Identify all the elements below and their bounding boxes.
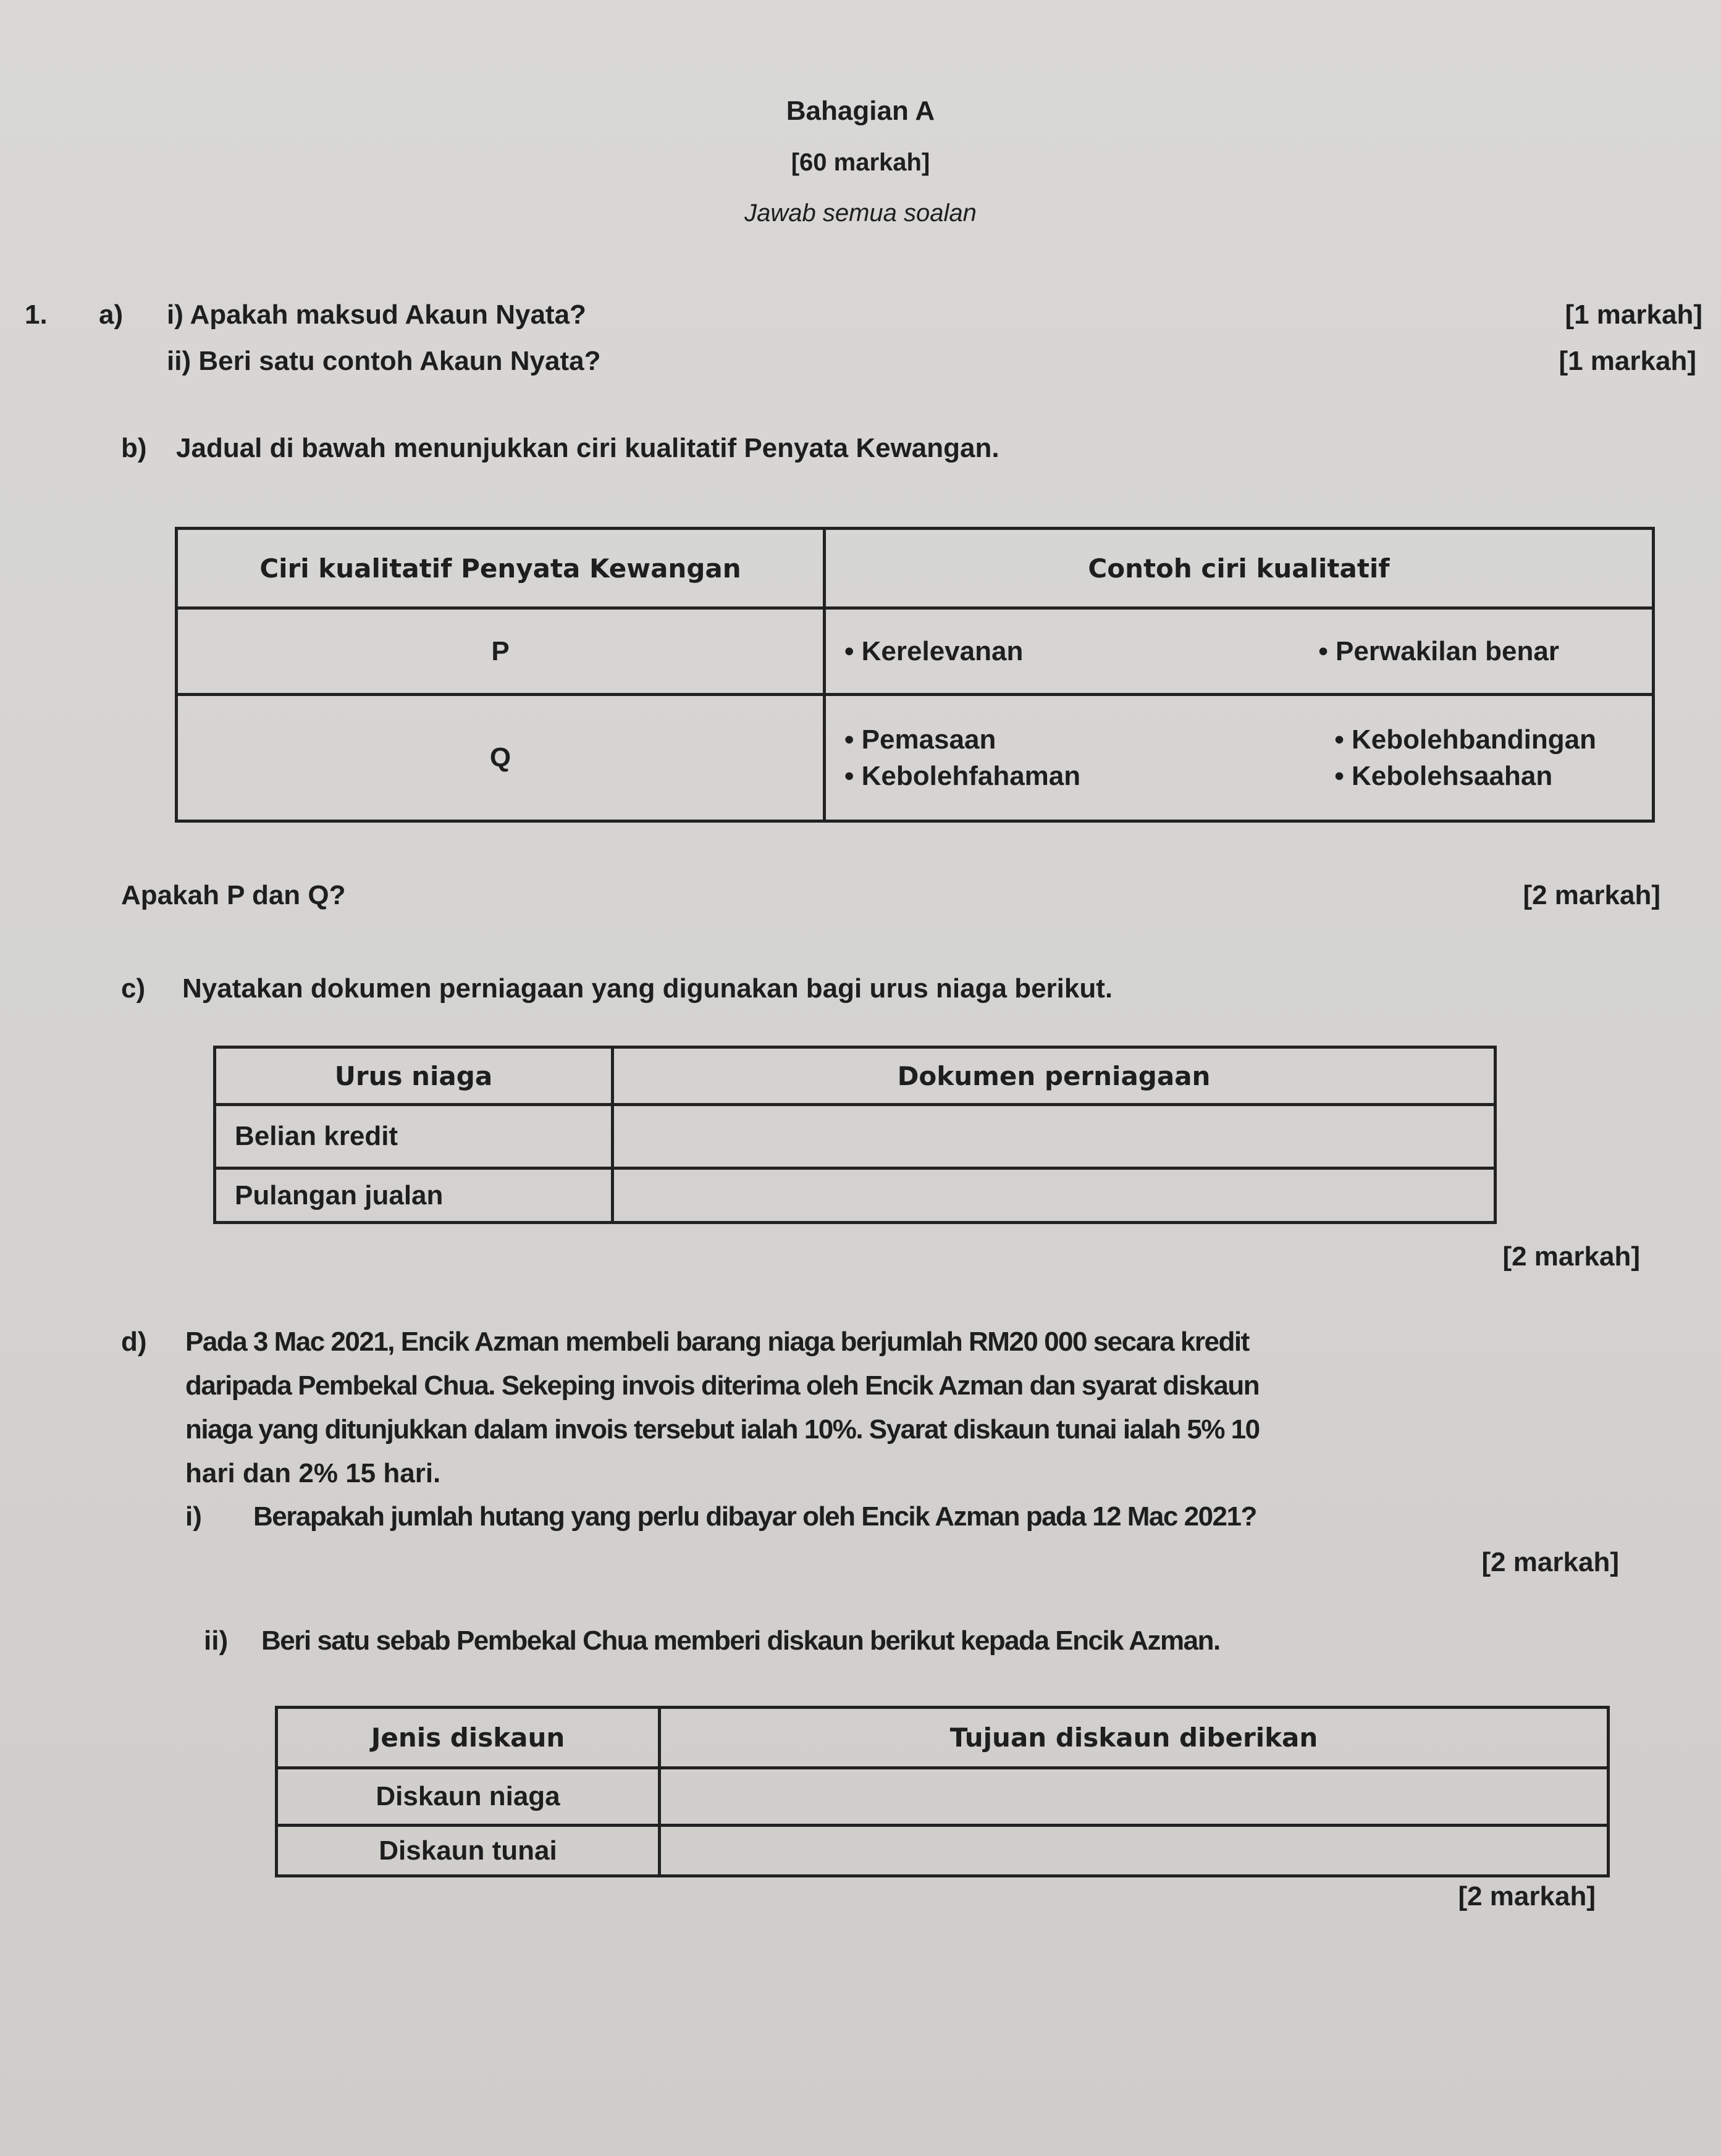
table-row	[277, 1826, 1609, 1876]
part-a-i-marks: [1 markah]	[1565, 300, 1702, 330]
part-d-ii: Beri satu sebab Pembekal Chua memberi diskaun berikut kepada Encik Azman.	[261, 1625, 1220, 1656]
discount-type-cell: Diskaun tunai	[277, 1826, 660, 1876]
section-marks: [60 markah]	[791, 149, 930, 176]
question-number: 1.	[25, 300, 48, 330]
cell-example: • Kebolehfahaman	[844, 761, 1081, 791]
part-b-marks: [2 markah]	[1523, 880, 1660, 910]
transaction-cell: Belian kredit	[215, 1105, 613, 1168]
answer-cell[interactable]	[613, 1105, 1496, 1168]
part-d-i-label: i)	[185, 1501, 202, 1532]
discount-type-cell: Diskaun niaga	[277, 1768, 660, 1826]
cell-example: • Kebolehsaahan	[1334, 761, 1553, 791]
part-d-i-marks: [2 markah]	[1481, 1547, 1619, 1577]
table-row	[177, 695, 1654, 821]
part-c-text: Nyatakan dokumen perniagaan yang digunakan bagi urus niaga berikut.	[182, 973, 1113, 1004]
table-header: Jenis diskaun	[277, 1708, 660, 1768]
answer-cell[interactable]	[660, 1768, 1609, 1826]
table-row	[277, 1768, 1609, 1826]
part-d-line: daripada Pembekal Chua. Sekeping invois diterima oleh Encik Azman dan syarat diskaun	[185, 1370, 1260, 1401]
table-header: Dokumen perniagaan	[613, 1047, 1496, 1105]
cell-example: • Kebolehbandingan	[1334, 724, 1596, 755]
table-header: Urus niaga	[215, 1047, 613, 1105]
part-d-ii-label: ii)	[204, 1625, 229, 1656]
cell-example: • Kerelevanan	[844, 635, 1024, 666]
cell-key: Q	[177, 695, 825, 821]
table-row	[215, 1105, 1496, 1168]
qualitative-table	[175, 527, 1655, 823]
part-c-marks: [2 markah]	[1502, 1241, 1640, 1272]
part-d-line: Pada 3 Mac 2021, Encik Azman membeli barang niaga berjumlah RM20 000 secara kredit	[185, 1327, 1249, 1357]
part-b-text: Jadual di bawah menunjukkan ciri kualitatif Penyata Kewangan.	[176, 433, 999, 463]
cell-example: • Perwakilan benar	[1318, 635, 1559, 666]
answer-cell[interactable]	[613, 1168, 1496, 1223]
transaction-cell: Pulangan jualan	[215, 1168, 613, 1223]
section-title: Bahagian A	[786, 96, 935, 126]
part-d-ii-marks: [2 markah]	[1458, 1881, 1596, 1911]
table-header: Ciri kualitatif Penyata Kewangan	[177, 529, 825, 608]
cell-example: • Pemasaan	[844, 724, 996, 755]
table-row	[215, 1168, 1496, 1223]
discount-table	[275, 1706, 1610, 1877]
table-header: Contoh ciri kualitatif	[825, 529, 1654, 608]
table-row	[177, 608, 1654, 695]
part-a-i: i) Apakah maksud Akaun Nyata?	[167, 300, 586, 330]
document-table	[213, 1046, 1497, 1224]
part-a-ii-marks: [1 markah]	[1559, 346, 1696, 376]
part-a-label: a)	[99, 300, 124, 330]
part-d-line: hari dan 2% 15 hari.	[185, 1458, 441, 1488]
part-b-label: b)	[121, 433, 147, 463]
part-d-i: Berapakah jumlah hutang yang perlu dibayar oleh Encik Azman pada 12 Mac 2021?	[253, 1501, 1256, 1532]
part-b-question: Apakah P dan Q?	[121, 880, 346, 910]
answer-cell[interactable]	[660, 1826, 1609, 1876]
part-c-label: c)	[121, 973, 146, 1004]
instruction: Jawab semua soalan	[744, 199, 977, 227]
part-a-ii: ii) Beri satu contoh Akaun Nyata?	[167, 346, 601, 376]
cell-key: P	[177, 608, 825, 695]
table-header: Tujuan diskaun diberikan	[660, 1708, 1609, 1768]
part-d-line: niaga yang ditunjukkan dalam invois tersebut ialah 10%. Syarat diskaun tunai ialah 5% 10	[185, 1414, 1260, 1445]
part-d-label: d)	[121, 1327, 147, 1357]
